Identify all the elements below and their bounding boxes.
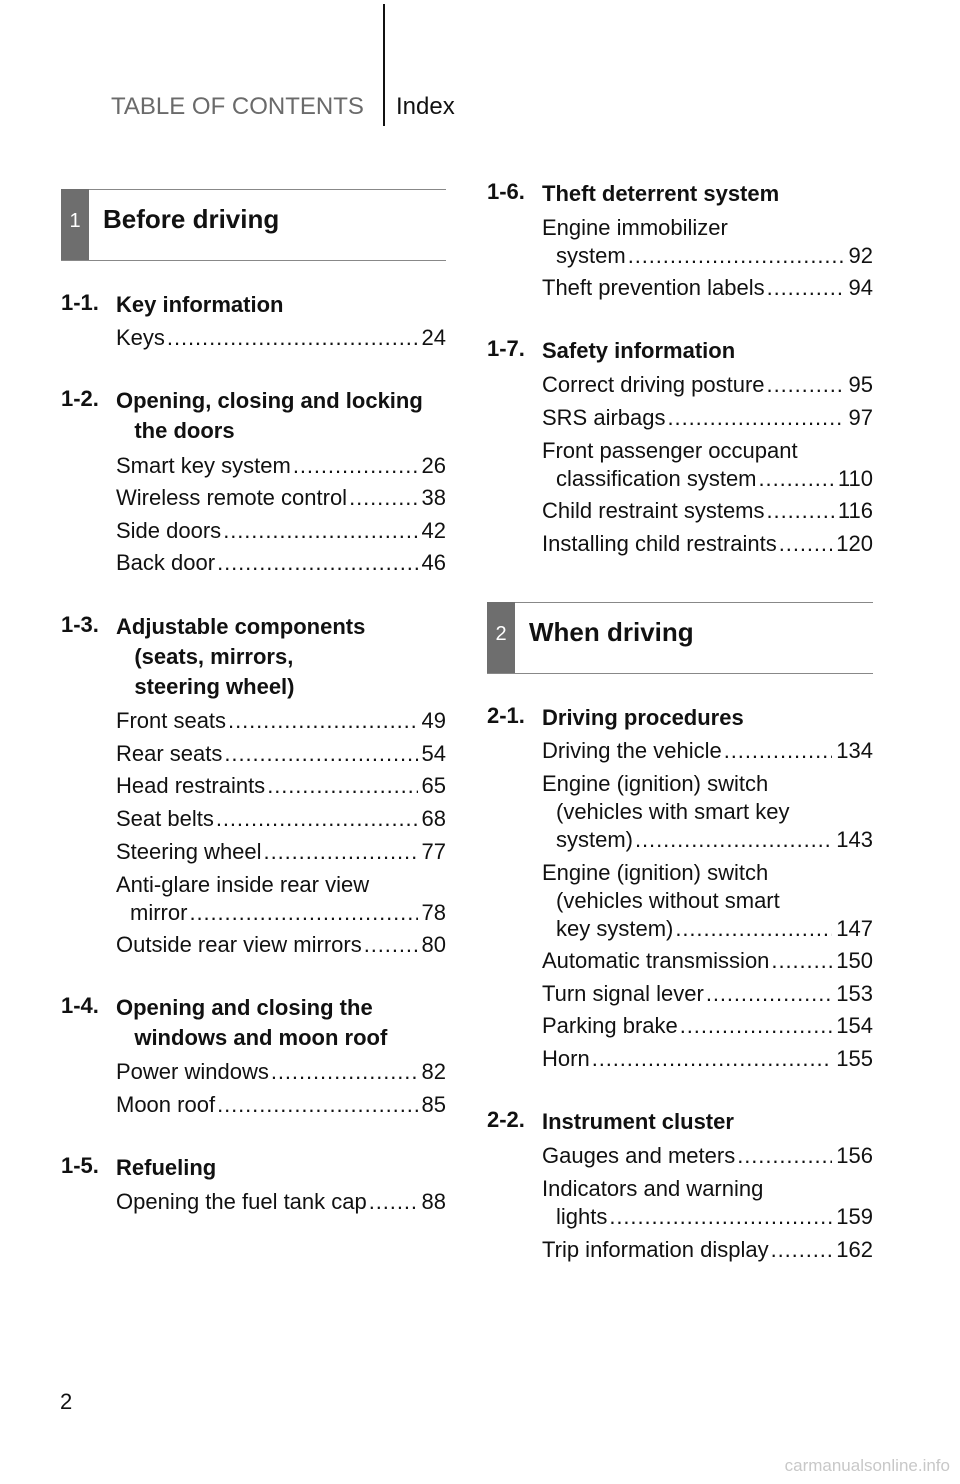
toc-entry[interactable]: SRS airbags . . . 97 [542, 404, 873, 432]
toc-entry[interactable]: Rear seats . . . 54 [116, 740, 446, 768]
toc-entry[interactable]: Theft prevention labels . . . 94 [542, 274, 873, 302]
page-ref: 24 [421, 325, 446, 350]
chapter-title: Safety information [542, 338, 736, 363]
chapter-number: 2-1. [487, 703, 525, 728]
page-ref: 88 [421, 1189, 446, 1214]
toc-entry[interactable]: Engine immobilizer system . . . 92 [542, 214, 873, 270]
watermark: carmanualsonline.info [784, 1456, 950, 1475]
page-ref: 42 [421, 518, 446, 543]
chapter-title: Key information [116, 292, 284, 317]
chapter-number: 1-5. [61, 1153, 99, 1178]
page-ref: 94 [848, 275, 873, 300]
toc-entry[interactable]: Moon roof . . . 85 [116, 1091, 446, 1119]
toc-entry[interactable]: Parking brake . . . 154 [542, 1012, 873, 1040]
toc-entry[interactable]: Side doors . . . 42 [116, 517, 446, 545]
page-ref: 162 [836, 1237, 873, 1262]
section-number: 1 [69, 210, 81, 232]
nav-divider [383, 4, 385, 126]
toc-entry[interactable]: Front seats . . . 49 [116, 707, 446, 735]
toc-entry[interactable]: Wireless remote control . . . 38 [116, 484, 446, 512]
toc-entry[interactable]: Installing child restraints . . . 120 [542, 530, 873, 558]
chapter-number: 1-4. [61, 993, 99, 1018]
toc-entry[interactable]: Engine (ignition) switch (vehicles without smart key system) . . . 147 [542, 859, 873, 943]
chapter-number: 1-7. [487, 336, 525, 361]
toc-entry[interactable]: Seat belts . . . 68 [116, 805, 446, 833]
page-number: 2 [60, 1389, 73, 1414]
section-header-2 [487, 602, 873, 674]
toc-entry[interactable]: Steering wheel . . . 77 [116, 838, 446, 866]
toc-entry[interactable]: Head restraints . . . 65 [116, 772, 446, 800]
page-ref: 38 [421, 485, 446, 510]
section-title: Before driving [103, 204, 280, 234]
page-ref: 49 [421, 708, 446, 733]
toc-entry[interactable]: Automatic transmission . . . 150 [542, 947, 873, 975]
page-ref: 54 [421, 741, 446, 766]
page-ref: 116 [837, 498, 873, 523]
page-ref: 78 [421, 900, 446, 925]
chapter-title: Theft deterrent system [542, 181, 780, 206]
toc-entry[interactable]: Keys . . . 24 [116, 324, 446, 352]
page-ref: 95 [848, 372, 873, 397]
chapter-title: Opening, closing and locking the doors [116, 388, 423, 443]
toc-entry[interactable]: Trip information display . . . 162 [542, 1236, 873, 1264]
page-ref: 82 [421, 1059, 446, 1084]
chapter-title: Opening and closing the windows and moon roof [116, 995, 388, 1050]
chapter-number: 1-6. [487, 179, 525, 204]
chapter-number: 1-2. [61, 386, 99, 411]
nav-table-of-contents-link[interactable]: TABLE OF CONTENTS [111, 93, 364, 120]
toc-entry[interactable]: Driving the vehicle . . . 134 [542, 737, 873, 765]
toc-entry[interactable]: Opening the fuel tank cap . . . 88 [116, 1188, 446, 1216]
toc-entry[interactable]: Engine (ignition) switch (vehicles with smart key system) . . . 143 [542, 770, 873, 854]
page-ref: 150 [836, 948, 873, 973]
page-ref: 134 [836, 738, 873, 763]
toc-entry[interactable]: Gauges and meters . . . 156 [542, 1142, 873, 1170]
page-ref: 65 [421, 773, 446, 798]
page-ref: 155 [836, 1046, 873, 1071]
page-ref: 153 [836, 981, 873, 1006]
toc-entry[interactable]: Smart key system . . . 26 [116, 452, 446, 480]
chapter-title: Driving procedures [542, 705, 744, 730]
toc-entry[interactable]: Turn signal lever . . . 153 [542, 980, 873, 1008]
toc-entry[interactable]: Indicators and warning lights . . . 159 [542, 1175, 873, 1231]
section-title: When driving [529, 617, 694, 647]
section-header-1 [61, 189, 446, 261]
chapter-title: Refueling [116, 1155, 217, 1180]
nav-index-link[interactable]: Index [396, 93, 455, 120]
page-ref: 92 [848, 243, 873, 268]
page-ref: 46 [421, 550, 446, 575]
page-ref: 26 [421, 453, 446, 478]
page-ref: 120 [836, 531, 873, 556]
page-ref: 147 [836, 916, 873, 941]
chapter-title: Instrument cluster [542, 1109, 734, 1134]
page-ref: 97 [848, 405, 873, 430]
chapter-number: 2-2. [487, 1107, 525, 1132]
page-ref: 156 [836, 1143, 873, 1168]
page-ref: 159 [836, 1204, 873, 1229]
page-ref: 85 [421, 1092, 446, 1117]
toc-entry[interactable]: Front passenger occupant classification system . . . 110 [542, 437, 873, 493]
toc-entry[interactable]: Horn . . . 155 [542, 1045, 873, 1073]
page-ref: 143 [836, 827, 873, 852]
page-ref: 110 [837, 466, 873, 491]
toc-entry[interactable]: Anti-glare inside rear view mirror . . . 78 [116, 871, 446, 927]
chapter-number: 1-3. [61, 612, 99, 637]
page-ref: 154 [836, 1013, 873, 1038]
page-ref: 80 [421, 932, 446, 957]
page-ref: 77 [421, 839, 446, 864]
toc-entry[interactable]: Child restraint systems . . . 116 [542, 497, 873, 525]
chapter-title: Adjustable components (seats, mirrors, steering wheel) [116, 614, 366, 699]
section-number: 2 [495, 623, 507, 645]
toc-entry[interactable]: Correct driving posture . . . 95 [542, 371, 873, 399]
toc-entry[interactable]: Power windows . . . 82 [116, 1058, 446, 1086]
toc-entry[interactable]: Outside rear view mirrors . . . 80 [116, 931, 446, 959]
chapter-number: 1-1. [61, 290, 99, 315]
toc-entry[interactable]: Back door . . . 46 [116, 549, 446, 577]
page-ref: 68 [421, 806, 446, 831]
